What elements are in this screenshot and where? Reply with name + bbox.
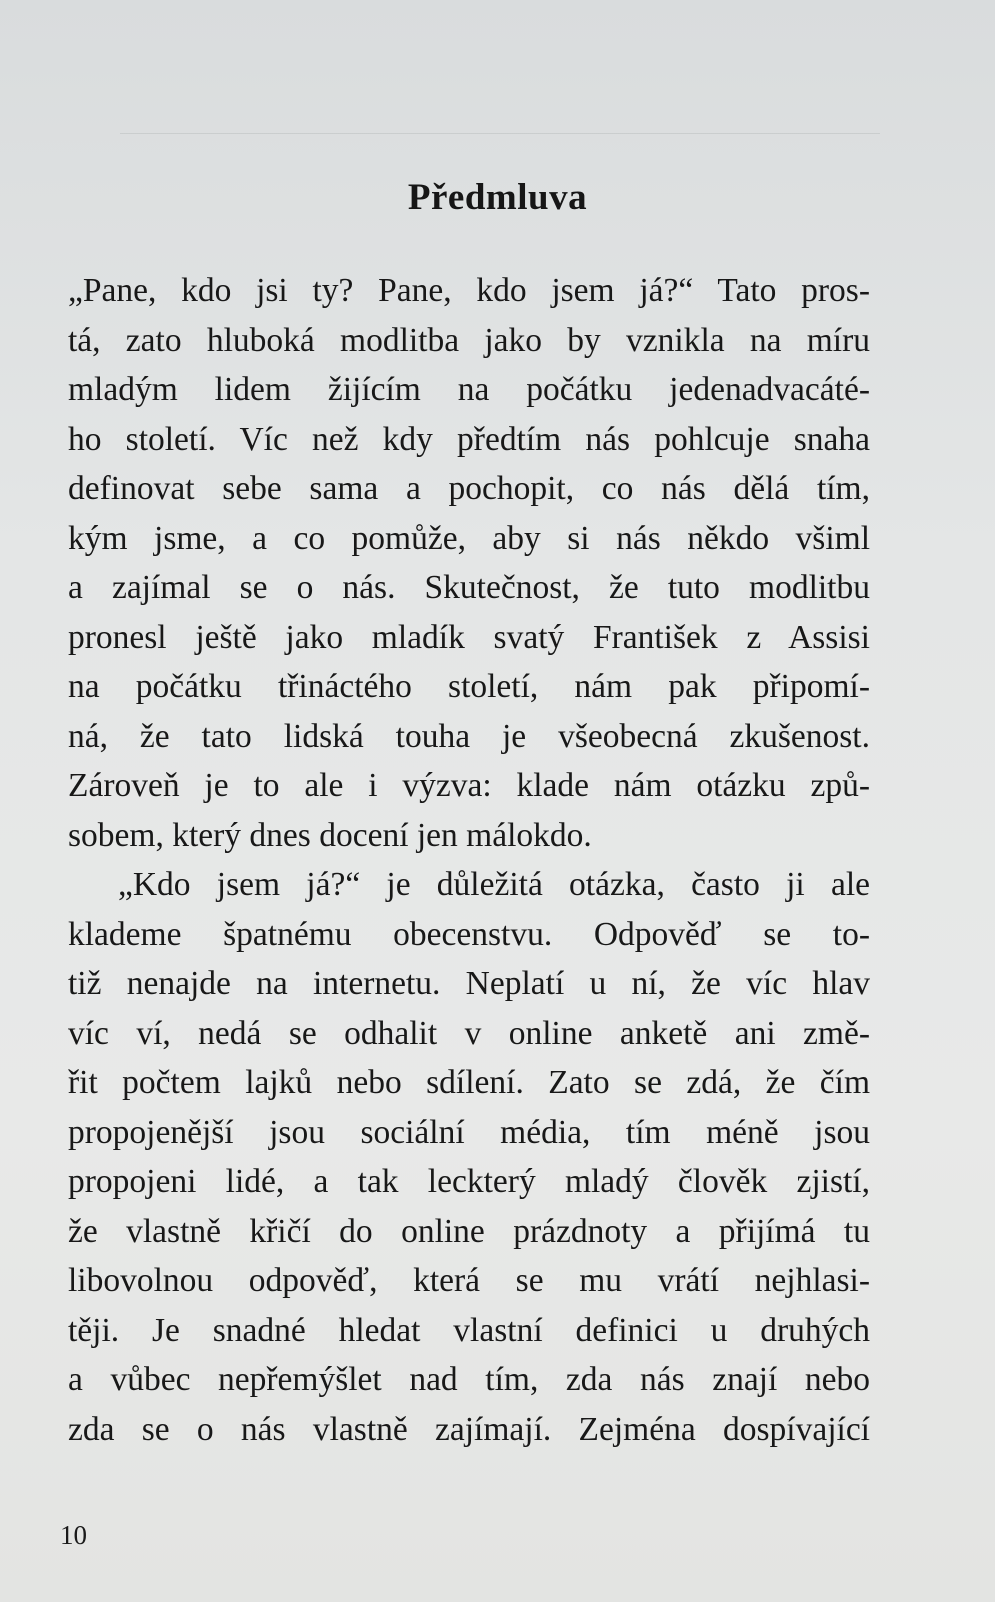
- text-line: ná, že tato lidská touha je všeobecná zkušenost.: [68, 717, 870, 755]
- text-line: kým jsme, a co pomůže, aby si nás někdo všiml: [68, 519, 870, 557]
- page-number: 10: [60, 1520, 87, 1550]
- text-line: řit počtem lajků nebo sdílení. Zato se zdá, že čím: [68, 1064, 870, 1101]
- bleed-through-rule: [120, 133, 880, 134]
- chapter-title: Předmluva: [407, 177, 588, 218]
- text-line: Zároveň je to ale i výzva: klade nám otázku způ-: [68, 767, 870, 804]
- text-line: tá, zato hluboká modlitba jako by vznikla na míru: [68, 321, 870, 359]
- text-line: víc ví, nedá se odhalit v online anketě ani změ-: [68, 1014, 870, 1052]
- text-line: mladým lidem žijícím na počátku jedenadvacáté-: [68, 371, 870, 408]
- text-line: a zajímal se o nás. Skutečnost, že tuto modlitbu: [68, 569, 870, 606]
- text-line: na počátku třináctého století, nám pak připomí-: [68, 668, 870, 705]
- text-line: libovolnou odpověď, která se mu vrátí nejhlasi-: [68, 1262, 870, 1299]
- text-line: „Kdo jsem já?“ je důležitá otázka, často ji ale: [118, 866, 870, 903]
- text-line: těji. Je snadné hledat vlastní definici u druhých: [68, 1311, 870, 1349]
- text-line: pronesl ještě jako mladík svatý František z Assisi: [68, 618, 870, 656]
- text-line: sobem, který dnes docení jen málokdo.: [68, 816, 592, 854]
- text-line: zda se o nás vlastně zajímají. Zejména dospívající: [68, 1410, 870, 1448]
- text-line: ho století. Víc než kdy předtím nás pohlcuje snaha: [68, 420, 870, 458]
- text-line: klademe špatnému obecenstvu. Odpověď se to-: [68, 915, 870, 953]
- text-line: propojeni lidé, a tak leckterý mladý člověk zjistí,: [68, 1163, 870, 1200]
- text-line: „Pane, kdo jsi ty? Pane, kdo jsem já?“ Tato pros-: [68, 272, 870, 309]
- text-line: a vůbec nepřemýšlet nad tím, zda nás znají nebo: [68, 1361, 870, 1398]
- body-text: [68, 266, 870, 1454]
- text-line: propojenější jsou sociální média, tím méně jsou: [68, 1113, 870, 1151]
- text-line: že vlastně křičí do online prázdnoty a přijímá tu: [68, 1212, 870, 1250]
- text-line: definovat sebe sama a pochopit, co nás dělá tím,: [68, 470, 870, 507]
- text-line: tiž nenajde na internetu. Neplatí u ní, že víc hlav: [68, 965, 870, 1002]
